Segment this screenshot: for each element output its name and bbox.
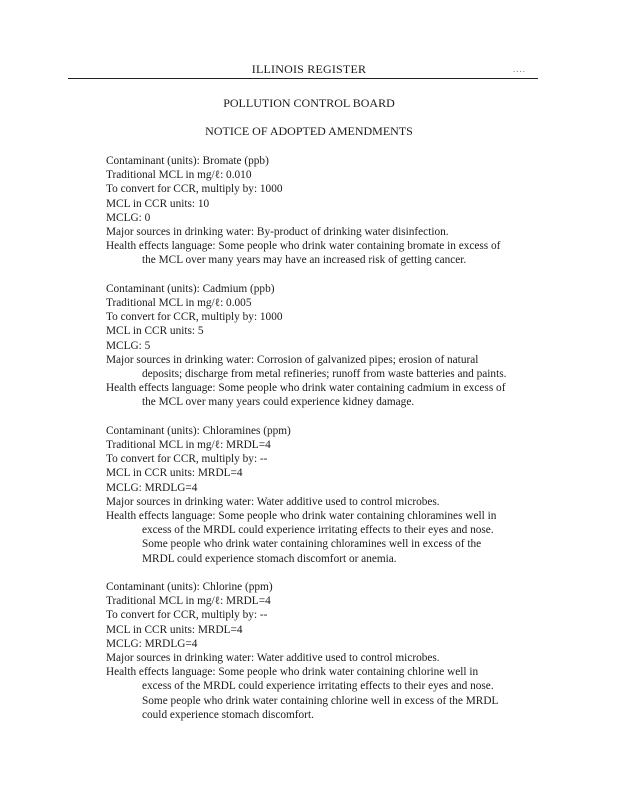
health-effects-line: the MCL over many years could experience kidney damage. [142, 396, 415, 409]
major-sources-line: deposits; discharge from metal refineries; runoff from waste batteries and paints. [142, 368, 507, 381]
health-effects-line: excess of the MRDL could experience irritating effects to their eyes and nose. [142, 524, 494, 537]
health-effects-line: excess of the MRDL could experience irritating effects to their eyes and nose. [142, 680, 494, 693]
mclg-line: MCLG: 0 [106, 211, 151, 224]
health-effects-line: Some people who drink water containing chloramines well in excess of the [142, 538, 482, 551]
traditional-mcl-line: Traditional MCL in mg/ℓ: MRDL=4 [106, 595, 271, 608]
major-sources-line: Major sources in drinking water: Corrosion of galvanized pipes; erosion of natural [106, 353, 479, 366]
contaminant-units-line: Contaminant (units): Chloramines (ppm) [106, 424, 291, 437]
contaminant-units-line: Contaminant (units): Cadmium (ppb) [106, 282, 275, 295]
health-effects-line: Health effects language: Some people who drink water containing cadmium in excess of [106, 382, 506, 395]
mcl-ccr-units-line: MCL in CCR units: MRDL=4 [106, 467, 243, 480]
agency-title: POLLUTION CONTROL BOARD [223, 96, 395, 110]
mclg-line: MCLG: 5 [106, 339, 151, 352]
page-number-marks: .... [513, 64, 526, 74]
mcl-ccr-units-line: MCL in CCR units: 10 [106, 197, 210, 210]
mcl-ccr-units-line: MCL in CCR units: MRDL=4 [106, 623, 243, 636]
contaminant-units-line: Contaminant (units): Chlorine (ppm) [106, 581, 273, 594]
health-effects-line: the MCL over many years may have an increased risk of getting cancer. [142, 254, 467, 267]
health-effects-line: Health effects language: Some people who drink water containing chlorine well in [106, 666, 479, 679]
register-title: ILLINOIS REGISTER [251, 62, 367, 76]
major-sources-line: Major sources in drinking water: Water additive used to control microbes. [106, 652, 440, 665]
health-effects-line: Health effects language: Some people who drink water containing bromate in excess of [106, 240, 501, 253]
mclg-line: MCLG: MRDLG=4 [106, 637, 198, 650]
contaminant-entry [106, 424, 546, 566]
traditional-mcl-line: Traditional MCL in mg/ℓ: 0.005 [106, 297, 252, 310]
ccr-conversion-line: To convert for CCR, multiply by: -- [106, 453, 268, 466]
major-sources-line: Major sources in drinking water: By-product of drinking water disinfection. [106, 226, 449, 239]
ccr-conversion-line: To convert for CCR, multiply by: 1000 [106, 183, 283, 196]
header-rule [68, 78, 538, 79]
health-effects-line: Some people who drink water containing chlorine well in excess of the MRDL [142, 694, 499, 707]
health-effects-line: MRDL could experience stomach discomfort or anemia. [142, 552, 397, 565]
contaminant-entry [106, 580, 546, 722]
traditional-mcl-line: Traditional MCL in mg/ℓ: 0.010 [106, 169, 252, 182]
mclg-line: MCLG: MRDLG=4 [106, 481, 198, 494]
notice-title: NOTICE OF ADOPTED AMENDMENTS [205, 124, 413, 138]
ccr-conversion-line: To convert for CCR, multiply by: -- [106, 609, 268, 622]
mcl-ccr-units-line: MCL in CCR units: 5 [106, 325, 204, 338]
health-effects-line: could experience stomach discomfort. [142, 708, 314, 721]
contaminant-entry [106, 282, 546, 410]
ccr-conversion-line: To convert for CCR, multiply by: 1000 [106, 311, 283, 324]
major-sources-line: Major sources in drinking water: Water additive used to control microbes. [106, 495, 440, 508]
health-effects-line: Health effects language: Some people who drink water containing chloramines well in [106, 510, 497, 523]
contaminant-entry [106, 154, 546, 268]
contaminant-units-line: Contaminant (units): Bromate (ppb) [106, 155, 269, 167]
traditional-mcl-line: Traditional MCL in mg/ℓ: MRDL=4 [106, 439, 271, 452]
contaminant-list [106, 154, 546, 736]
